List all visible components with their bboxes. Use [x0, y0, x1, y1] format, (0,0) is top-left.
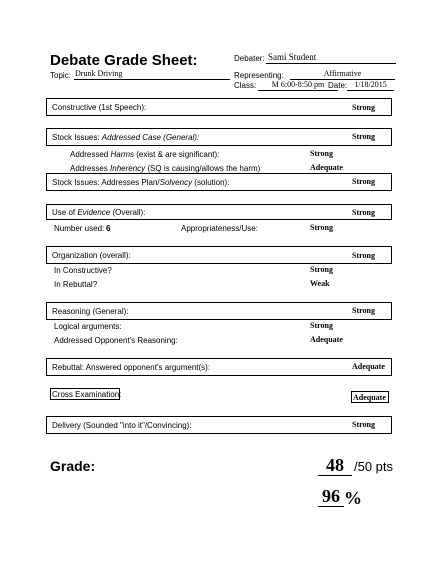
delivery-rating: Strong	[352, 420, 375, 429]
constructive-rating: Strong	[352, 103, 375, 112]
evidence-rating: Strong	[352, 208, 375, 217]
cross-exam-label: Cross Examination:	[52, 390, 122, 399]
constructive-label: Constructive (1st Speech):	[52, 103, 147, 112]
organization-label: Organization (overall):	[52, 251, 131, 260]
grade-percent-field[interactable]	[318, 486, 344, 507]
appropriateness-rating: Strong	[310, 223, 333, 232]
inherency-rating: Adequate	[310, 163, 343, 172]
harms-rating: Strong	[310, 149, 333, 158]
topic-value: Drunk Driving	[75, 69, 123, 78]
reasoning-label: Reasoning (General):	[52, 307, 129, 316]
grade-percent-suffix: %	[344, 488, 362, 508]
number-used-value: 6	[106, 224, 111, 233]
organization-rating: Strong	[352, 251, 375, 260]
stock-plan-label: Stock Issues: Addresses Plan/Solvency (solution):	[52, 178, 230, 187]
class-label: Class:	[234, 81, 257, 90]
date-label: Date:	[328, 81, 348, 90]
grade-percent: 96	[322, 486, 340, 506]
cross-exam-rating: Adequate	[353, 393, 386, 402]
delivery-label: Delivery (Sounded "into it"/Convincing):	[52, 421, 192, 430]
logical-arguments-rating: Strong	[310, 321, 333, 330]
representing-field[interactable]	[290, 69, 395, 80]
number-used-label: Number used:	[54, 224, 105, 233]
reasoning-rating: Strong	[352, 306, 375, 315]
grade-points: 48	[326, 455, 344, 475]
stock-case-label: Stock Issues: Addressed Case (General):	[52, 133, 200, 142]
class-value: M 6:00-8:50 pm	[271, 80, 325, 89]
stock-plan-rating: Strong	[352, 177, 375, 186]
topic-field[interactable]	[74, 69, 230, 80]
stock-case-rating: Strong	[352, 132, 375, 141]
debater-field[interactable]	[266, 52, 396, 64]
evidence-label: Use of Evidence (Overall):	[52, 208, 146, 217]
grade-points-field[interactable]	[318, 455, 352, 476]
grade-label: Grade:	[50, 458, 96, 474]
in-rebuttal-rating: Weak	[310, 279, 330, 288]
date-field[interactable]	[347, 80, 394, 91]
logical-arguments-label: Logical arguments:	[54, 322, 122, 331]
in-constructive-rating: Strong	[310, 265, 333, 274]
in-rebuttal-label: In Rebuttal?	[54, 280, 98, 289]
representing-label: Representing:	[234, 71, 284, 80]
debater-label: Debater:	[234, 54, 265, 63]
opponent-reasoning-rating: Adequate	[310, 335, 343, 344]
in-constructive-label: In Constructive?	[54, 266, 112, 275]
debater-value: Sami Student	[268, 52, 317, 62]
class-field[interactable]	[258, 80, 338, 91]
rebuttal-rating: Adequate	[352, 362, 385, 371]
grade-points-suffix: /50 pts	[354, 459, 394, 474]
representing-value: Affirmative	[323, 69, 362, 78]
opponent-reasoning-label: Addressed Opponent's Reasoning:	[54, 336, 178, 345]
topic-label: Topic:	[50, 71, 71, 80]
date-value: 1/18/2015	[354, 80, 387, 89]
appropriateness-label: Appropriateness/Use:	[181, 224, 258, 233]
page-title: Debate Grade Sheet:	[50, 52, 198, 69]
rebuttal-label: Rebuttal: Answered opponent's argument(s):	[52, 363, 211, 372]
inherency-label: Addresses Inherency (SQ is causing/allows the harm)	[70, 164, 261, 173]
harms-label: Addressed Harms (exist & are significant):	[70, 150, 220, 159]
